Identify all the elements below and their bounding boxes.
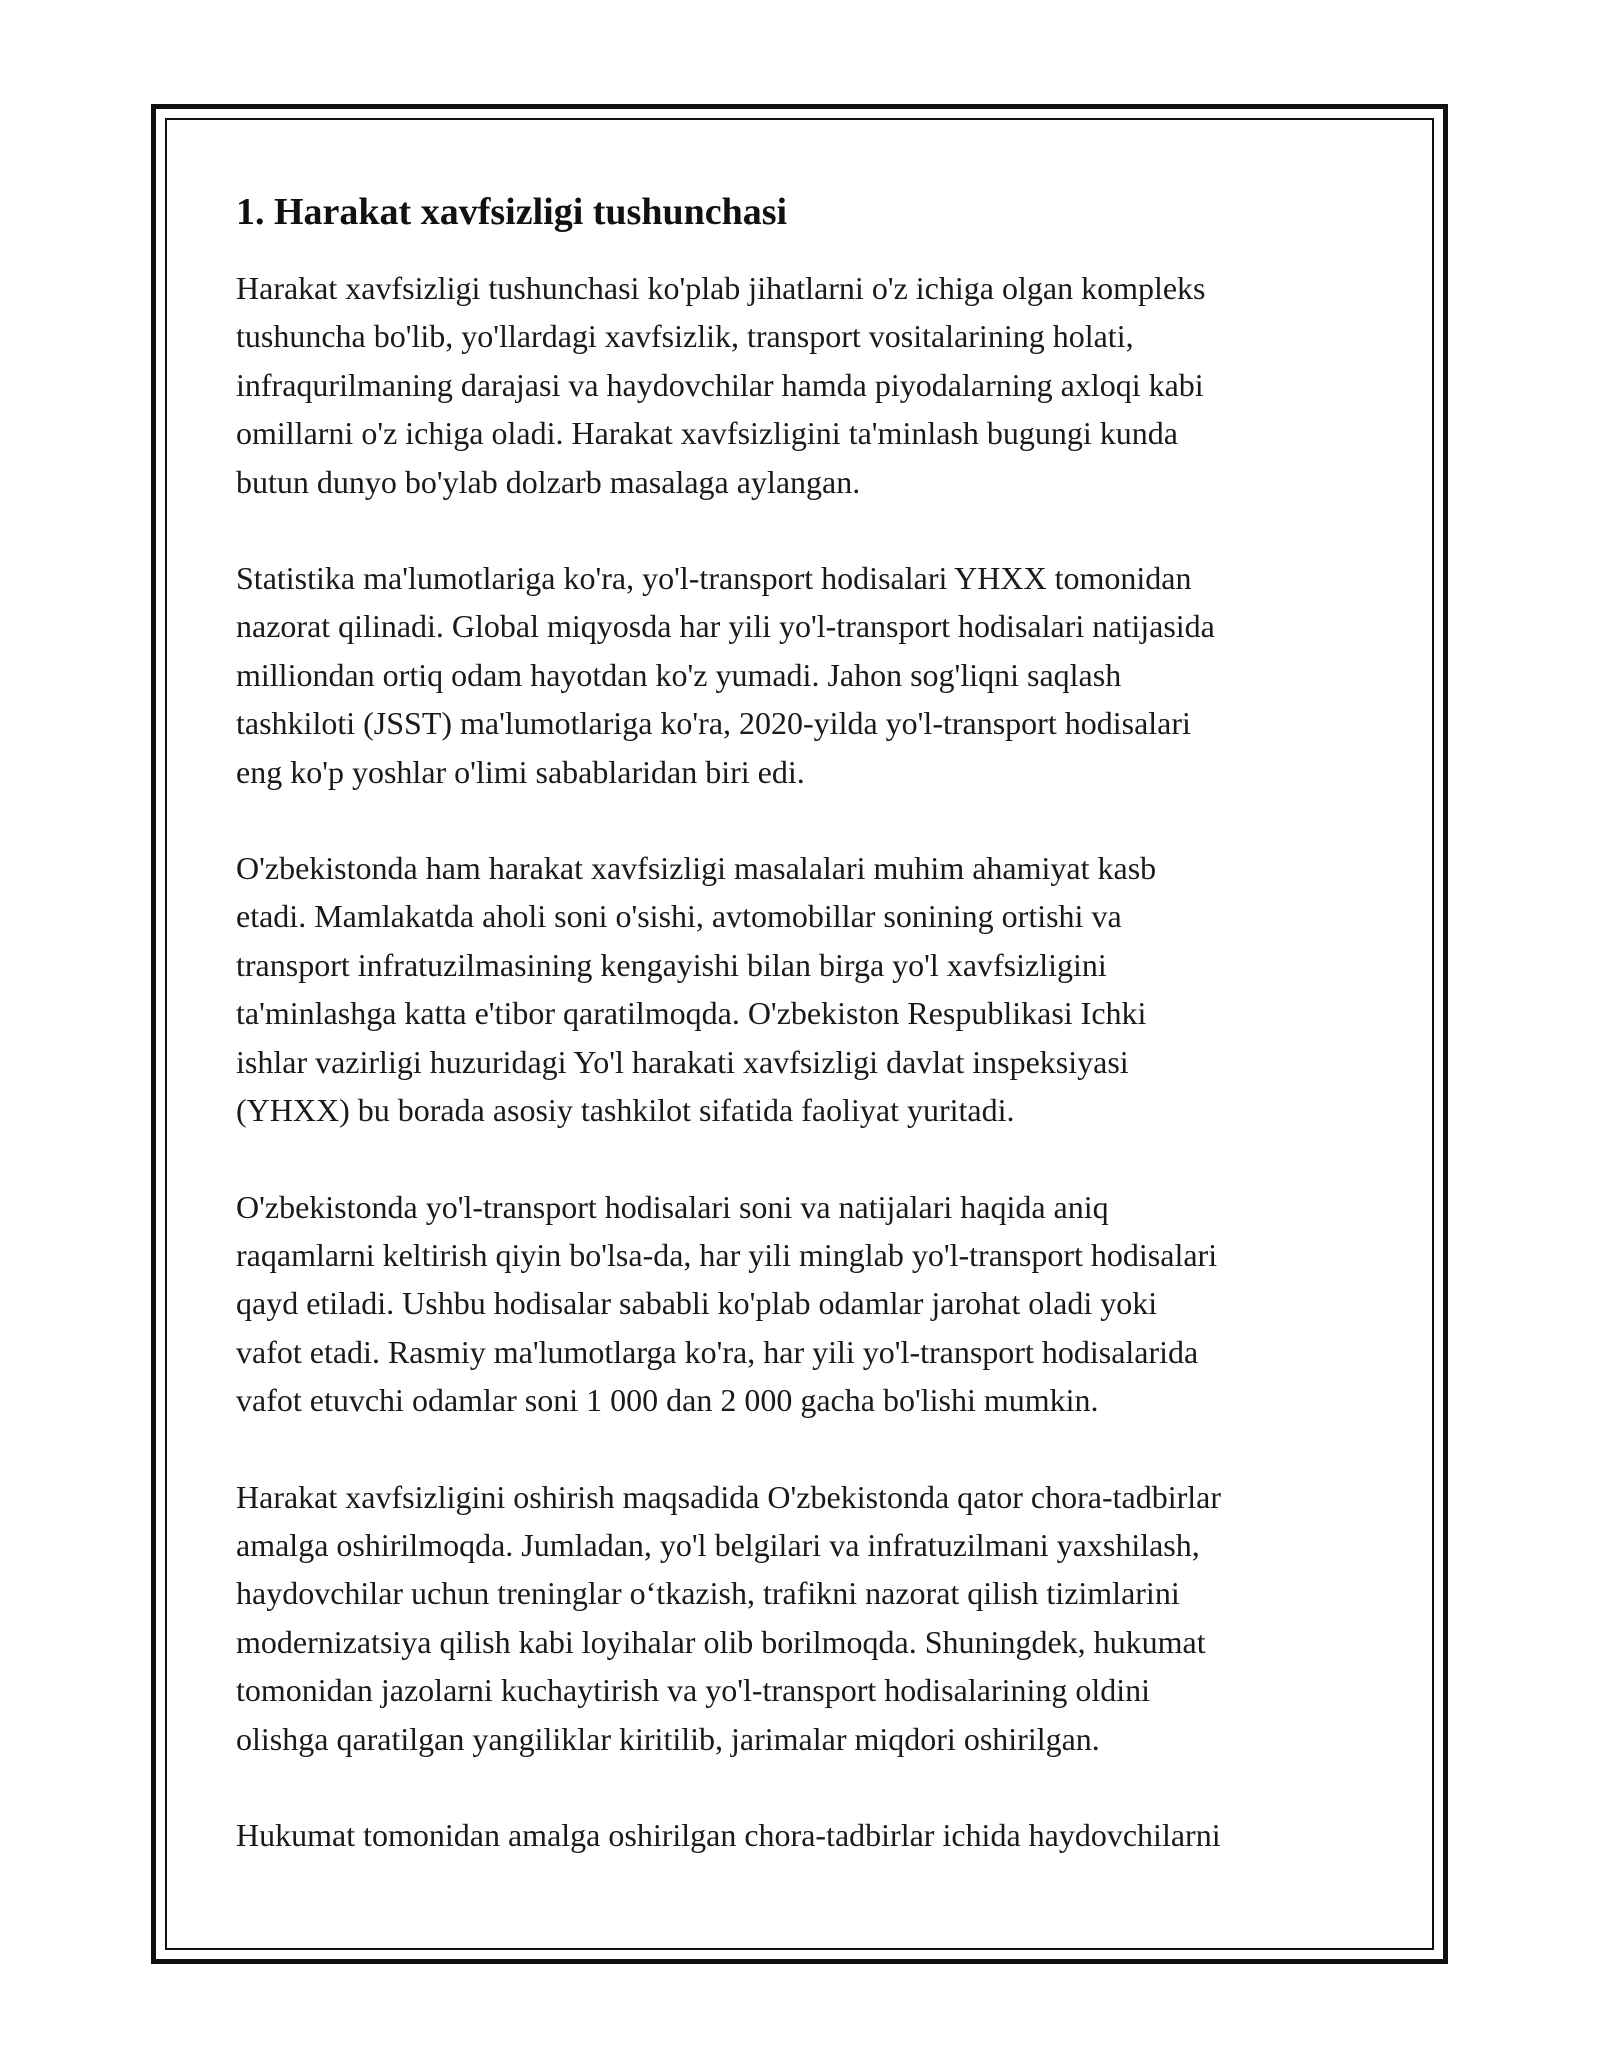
paragraph-line: O'zbekistonda ham harakat xavfsizligi masalalari muhim ahamiyat kasb bbox=[236, 850, 1157, 887]
paragraph-line: O'zbekistonda yo'l-transport hodisalari soni va natijalari haqida aniq bbox=[236, 1188, 1109, 1225]
paragraph-6 bbox=[236, 1811, 1376, 1859]
paragraph-line: Hukumat tomonidan amalga oshirilgan chora-tadbirlar ichida haydovchilarni bbox=[236, 1816, 1221, 1853]
paragraph-line: ishlar vazirligi huzuridagi Yo'l harakati xavfsizligi davlat inspeksiyasi bbox=[236, 1043, 1129, 1080]
paragraph-line: transport infratuzilmasining kengayishi bilan birga yo'l xavfsizligini bbox=[236, 946, 1107, 983]
paragraph-line: tushuncha bo'lib, yo'llardagi xavfsizlik, transport vositalarining holati, bbox=[236, 318, 1134, 355]
paragraph-2 bbox=[236, 554, 1376, 796]
paragraph-line: modernizatsiya qilish kabi loyihalar olib borilmoqda. Shuningdek, hukumat bbox=[236, 1623, 1206, 1660]
paragraph-line: raqamlarni keltirish qiyin bo'lsa-da, har yili minglab yo'l-transport hodisalari bbox=[236, 1236, 1218, 1273]
paragraph-line: olishga qaratilgan yangiliklar kiritilib, jarimalar miqdori oshirilgan. bbox=[236, 1720, 1100, 1757]
paragraph-line: vafot etadi. Rasmiy ma'lumotlarga ko'ra, har yili yo'l-transport hodisalarida bbox=[236, 1333, 1199, 1370]
paragraph-line: (YHXX) bu borada asosiy tashkilot sifatida faoliyat yuritadi. bbox=[236, 1092, 1015, 1129]
paragraph-line: vafot etuvchi odamlar soni 1 000 dan 2 000 gacha bo'lishi mumkin. bbox=[236, 1382, 1099, 1419]
paragraph-line: Harakat xavfsizligi tushunchasi ko'plab jihatlarni o'z ichiga olgan kompleks bbox=[236, 270, 1206, 306]
paragraph-line: butun dunyo bo'ylab dolzarb masalaga aylangan. bbox=[236, 463, 861, 500]
paragraph-line: Statistika ma'lumotlariga ko'ra, yo'l-transport hodisalari YHXX tomonidan bbox=[236, 560, 1192, 597]
paragraph-3 bbox=[236, 844, 1376, 1134]
section-title: 1. Harakat xavfsizligi tushunchasi bbox=[236, 191, 788, 233]
paragraph-line: tashkiloti (JSST) ma'lumotlariga ko'ra, 2020-yilda yo'l-transport hodisalari bbox=[236, 705, 1191, 742]
paragraph-line: etadi. Mamlakatda aholi soni o'sishi, avtomobillar sonining ortishi va bbox=[236, 898, 1122, 935]
paragraph-1 bbox=[236, 264, 1376, 506]
paragraph-4 bbox=[236, 1183, 1376, 1425]
paragraph-line: nazorat qilinadi. Global miqyosda har yili yo'l-transport hodisalari natijasida bbox=[236, 608, 1215, 645]
paragraph-line: infraqurilmaning darajasi va haydovchilar hamda piyodalarning axloqi kabi bbox=[236, 366, 1204, 403]
paragraph-line: Harakat xavfsizligini oshirish maqsadida O'zbekistonda qator chora-tadbirlar bbox=[236, 1478, 1221, 1515]
paragraph-line: haydovchilar uchun treninglar o‘tkazish, trafikni nazorat qilish tizimlarini bbox=[236, 1575, 1180, 1612]
paragraph-line: eng ko'p yoshlar o'limi sabablaridan biri edi. bbox=[236, 753, 805, 790]
paragraph-5 bbox=[236, 1473, 1376, 1763]
paragraph-line: milliondan ortiq odam hayotdan ko'z yumadi. Jahon sog'liqni saqlash bbox=[236, 656, 1122, 693]
paragraph-line: tomonidan jazolarni kuchaytirish va yo'l-transport hodisalarining oldini bbox=[236, 1672, 1151, 1709]
document-body bbox=[236, 186, 1376, 1907]
paragraph-line: qayd etiladi. Ushbu hodisalar sababli ko'plab odamlar jarohat oladi yoki bbox=[236, 1285, 1158, 1322]
paragraph-line: ta'minlashga katta e'tibor qaratilmoqda. O'zbekiston Respublikasi Ichki bbox=[236, 995, 1147, 1032]
paragraph-line: amalga oshirilmoqda. Jumladan, yo'l belgilari va infratuzilmani yaxshilash, bbox=[236, 1526, 1200, 1563]
paragraph-line: omillarni o'z ichiga oladi. Harakat xavfsizligini ta'minlash bugungi kunda bbox=[236, 415, 1178, 452]
